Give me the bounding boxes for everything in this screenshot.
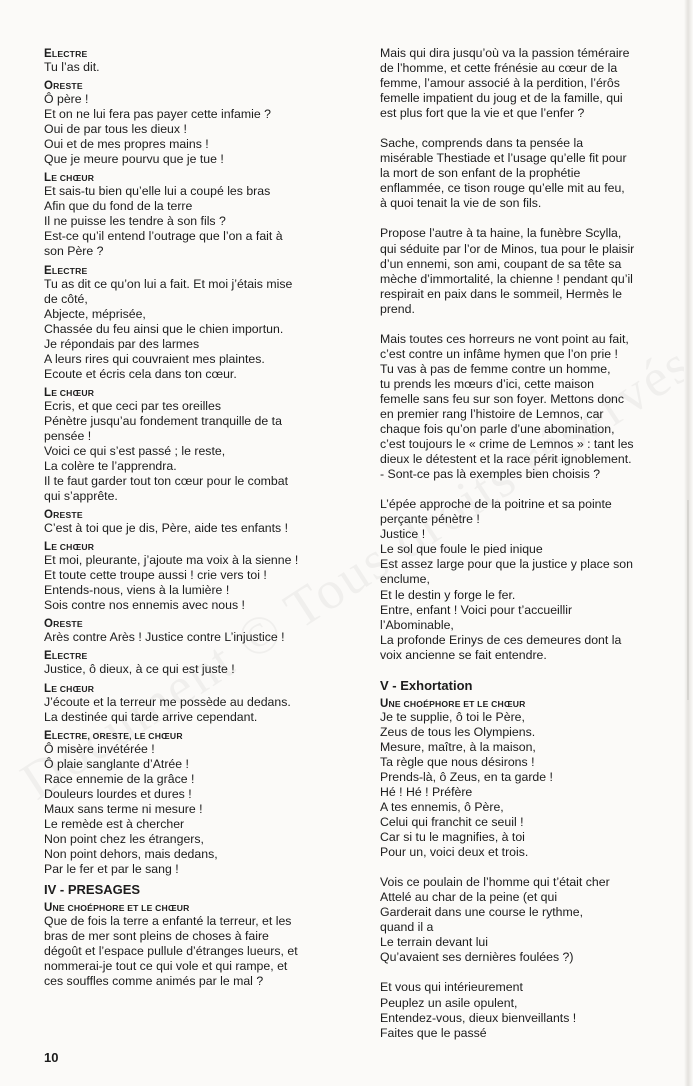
speaker-name: UNE CHOÉPHORE ET LE CHŒUR	[44, 902, 190, 915]
dialogue-block	[380, 698, 680, 860]
speaker-name: LE CHŒUR	[44, 386, 95, 399]
text-line: Attelé au char de la peine (et qui	[380, 890, 558, 905]
text-line: Le remède est à chercher	[44, 816, 185, 831]
text-line: Zeus de tous les Olympiens.	[380, 724, 536, 739]
text-line: Le terrain devant lui	[380, 935, 489, 950]
text-line: Et toute cette troupe aussi ! crie vers toi !	[44, 568, 267, 583]
paragraph	[380, 332, 680, 482]
dialogue-block	[44, 730, 344, 877]
text-line: nommerai-je tout ce qui vole et qui rampe, et	[44, 959, 288, 974]
dialogue-block	[44, 387, 344, 504]
dialogue-block	[44, 902, 344, 989]
text-line: tu prends les mœurs d’ici, cette maison	[380, 376, 594, 391]
text-line: Le sol que foule le pied inique	[380, 542, 543, 557]
text-line: Je répondais par des larmes	[44, 336, 200, 351]
text-line: Douleurs lourdes et dures !	[44, 786, 192, 801]
text-line: Et vous qui intérieurement	[380, 980, 523, 995]
dialogue-block	[44, 541, 344, 613]
text-line: femme, l’amour associé à la perdition, l’érôs	[380, 76, 620, 91]
text-line: Tu l’as dit.	[44, 60, 100, 74]
text-line: qui s’apprête.	[44, 489, 118, 504]
text-line: Prends-là, ô Zeus, en ta garde !	[380, 769, 553, 784]
text-line: d’un ennemi, son ami, coupant de sa tête sa	[380, 256, 622, 271]
text-line: Maux sans terme ni mesure !	[44, 801, 203, 816]
dialogue-block	[44, 48, 344, 75]
text-line: Non point dehors, mais dedans,	[44, 846, 218, 861]
text-line: Et moi, pleurante, j’ajoute ma voix à la sienne !	[44, 553, 299, 568]
text-line: femelle impatient du joug et de la famille, qui	[380, 91, 623, 106]
text-line: la mort de son enfant de la prophétie	[380, 166, 581, 181]
paragraph	[380, 980, 680, 1040]
text-line: A leurs rires qui couvraient mes plaintes.	[44, 351, 265, 366]
text-line: enclume,	[380, 572, 430, 587]
text-line: Qu’avaient ses dernières foulées ?)	[380, 950, 574, 965]
text-line: Peuplez un asile opulent,	[380, 995, 518, 1010]
left-column	[44, 46, 344, 994]
text-line: L’épée approche de la poitrine et sa pointe	[380, 497, 612, 512]
text-line: Entre, enfant ! Voici pour t’accueillir	[380, 602, 573, 617]
dialogue-block	[44, 683, 344, 725]
page-number: 10	[44, 1050, 59, 1065]
text-line: Afin que du fond de la terre	[44, 199, 193, 214]
text-line: perçante pénètre !	[380, 512, 480, 527]
text-line: Oui de par tous les dieux !	[44, 122, 187, 137]
speaker-name: LE CHŒUR	[44, 541, 95, 554]
text-line: A tes ennemis, ô Père,	[380, 800, 504, 815]
text-line: Et sais-tu bien qu’elle lui a coupé les bras	[44, 184, 271, 199]
paragraph	[380, 136, 680, 211]
text-line: Mesure, maître, à la maison,	[380, 739, 536, 754]
dialogue-block	[44, 509, 344, 536]
text-line: dieux le détestent et la race périt ignoblement.	[380, 452, 632, 467]
text-line: bras de mer sont pleins de choses à faire	[44, 929, 269, 944]
binding-edge	[684, 0, 693, 1086]
text-line: Ô misère invétérée !	[44, 741, 155, 756]
text-line: Je te supplie, ô toi le Père,	[380, 709, 525, 724]
dialogue-block	[44, 618, 344, 645]
text-line: Pour un, voici deux et trois.	[380, 845, 529, 860]
text-line: à quoi tenait la vie de son fils.	[380, 196, 542, 211]
text-line: Par le fer et par le sang !	[44, 861, 179, 876]
text-line: Abjecte, méprisée,	[44, 306, 146, 321]
text-line: Tu as dit ce qu’on lui a fait. Et moi j’étais mise	[44, 276, 293, 291]
text-line: Justice, ô dieux, à ce qui est juste !	[44, 662, 235, 677]
text-line: Ô plaie sanglante d’Atrée !	[44, 756, 189, 771]
text-line: Hé ! Hé ! Préfère	[380, 784, 473, 799]
speaker-name: UNE CHOÉPHORE ET LE CHŒUR	[380, 697, 526, 710]
text-line: Arès contre Arès ! Justice contre L’injustice !	[44, 630, 285, 645]
text-line: en premier rang l’histoire de Lemnos, car	[380, 406, 604, 421]
paragraph	[380, 497, 680, 663]
text-line: quand il a	[380, 920, 434, 935]
paragraph	[380, 226, 680, 316]
text-line: La profonde Erinys de ces demeures dont la	[380, 632, 622, 647]
speaker-name: LE CHŒUR	[44, 172, 95, 185]
text-line: C’est à toi que je dis, Père, aide tes enfants !	[44, 521, 289, 536]
text-line: La destinée qui tarde arrive cependant.	[44, 709, 258, 724]
paragraph	[380, 46, 680, 121]
section-heading: IV - PRESAGES	[44, 882, 141, 898]
text-line: Et on ne lui fera pas payer cette infamie ?	[44, 107, 271, 122]
text-line: pensée !	[44, 428, 92, 443]
text-line: Garderait dans une course le rythme,	[380, 905, 584, 920]
text-line: Ta règle que nous désirons !	[380, 754, 535, 769]
text-line: Propose l’autre à ta haine, la funèbre Scylla,	[380, 226, 622, 241]
text-line: Non point chez les étrangers,	[44, 831, 204, 846]
paragraph	[380, 875, 680, 965]
text-line: l’Abominable,	[380, 617, 454, 632]
text-line: Vois ce poulain de l’homme qui t’était cher	[380, 875, 610, 890]
speaker-name: ORESTE	[44, 80, 83, 93]
text-line: Mais toutes ces horreurs ne vont point au fait,	[380, 331, 629, 346]
text-line: Chassée du feu ainsi que le chien importun.	[44, 321, 284, 336]
text-line: Pénètre jusqu’au fondement tranquille de ta	[44, 413, 282, 428]
text-line: Oui et de mes propres mains !	[44, 137, 209, 152]
speaker-name: ORESTE	[44, 618, 83, 631]
text-line: Il ne puisse les tendre à son fils ?	[44, 214, 226, 229]
speaker-name: ELECTRE	[44, 48, 88, 60]
text-line: Il te faut garder tout ton cœur pour le combat	[44, 474, 289, 489]
dialogue-block	[44, 650, 344, 677]
dialogue-block	[44, 172, 344, 259]
text-line: prend.	[380, 301, 415, 316]
text-line: Ô père !	[44, 92, 89, 107]
text-line: Est-ce qu’il entend l’outrage que l’on a fait à	[44, 229, 283, 244]
speaker-name: ORESTE	[44, 509, 83, 522]
text-line: Sache, comprends dans ta pensée la	[380, 136, 584, 151]
speaker-name: ELECTRE	[44, 264, 88, 277]
text-line: Car si tu le magnifies, à toi	[380, 830, 525, 845]
right-column	[380, 46, 680, 1056]
text-line: est plus fort que la vie et que l’enfer ?	[380, 106, 585, 121]
text-line: Tu vas à pas de femme contre un homme,	[380, 361, 611, 376]
text-line: c’est toujours le « crime de Lemnos » : tant les	[380, 437, 634, 452]
text-line: Celui qui franchit ce seuil !	[380, 815, 524, 830]
speaker-name: ELECTRE	[44, 650, 88, 663]
text-line: Est assez large pour que la justice y place son	[380, 557, 633, 572]
text-line: La colère te l’apprendra.	[44, 459, 177, 474]
text-line: Que de fois la terre a enfanté la terreur, et les	[44, 914, 292, 929]
text-line: femelle sans feu sur son foyer. Mettons donc	[380, 391, 625, 406]
text-line: Mais qui dira jusqu’où va la passion téméraire	[380, 46, 630, 60]
text-line: Sois contre nos ennemis avec nous !	[44, 598, 245, 613]
speaker-name: LE CHŒUR	[44, 682, 95, 695]
text-line: chaque fois qu’on parle d’une abomination,	[380, 422, 615, 437]
text-line: voix ancienne se fait entendre.	[380, 647, 547, 662]
speaker-name: ELECTRE, ORESTE, LE CHŒUR	[44, 729, 183, 742]
text-line: misérable Thestiade et l’usage qu’elle fit pour	[380, 151, 627, 166]
dialogue-block	[44, 265, 344, 382]
text-line: c’est contre un infâme hymen que l’on prie !	[380, 346, 618, 361]
text-line: Justice !	[380, 527, 426, 542]
text-line: de l’homme, et cette frénésie au cœur de la	[380, 61, 618, 76]
text-line: enflammée, ce tison rouge qu’elle mit au feu,	[380, 181, 625, 196]
section-heading: V - Exhortation	[380, 677, 473, 693]
text-line: respirait en paix dans le sommeil, Hermès le	[380, 286, 622, 301]
text-line: de côté,	[44, 291, 88, 306]
text-line: Ecris, et que ceci par tes oreilles	[44, 398, 222, 413]
text-line: Ecoute et écris cela dans ton cœur.	[44, 366, 237, 381]
text-line: Race ennemie de la grâce !	[44, 771, 195, 786]
text-line: Et le destin y forge le fer.	[380, 587, 516, 602]
text-line: J’écoute et la terreur me possède au dedans.	[44, 694, 291, 709]
text-line: - Sont-ce pas là exemples bien choisis ?	[380, 467, 601, 482]
text-line: mèche d’immortalité, la chienne ! pendant qu’il	[380, 271, 633, 286]
text-line: son Père ?	[44, 244, 104, 259]
text-line: ces souffles comme animés par le mal ?	[44, 974, 264, 989]
text-line: Que je meure pourvu que je tue !	[44, 152, 224, 167]
text-line: Entendez-vous, dieux bienveillants !	[380, 1010, 577, 1025]
text-line: Entends-nous, viens à la lumière !	[44, 583, 230, 598]
dialogue-block	[44, 80, 344, 167]
text-line: dégoût et l’espace pullule d’étranges lueurs, et	[44, 944, 298, 959]
text-line: Voici ce qui s’est passé ; le reste,	[44, 443, 226, 458]
text-line: Faites que le passé	[380, 1025, 487, 1040]
text-line: qui séduite par l’or de Minos, tua pour le plaisir	[380, 241, 635, 256]
